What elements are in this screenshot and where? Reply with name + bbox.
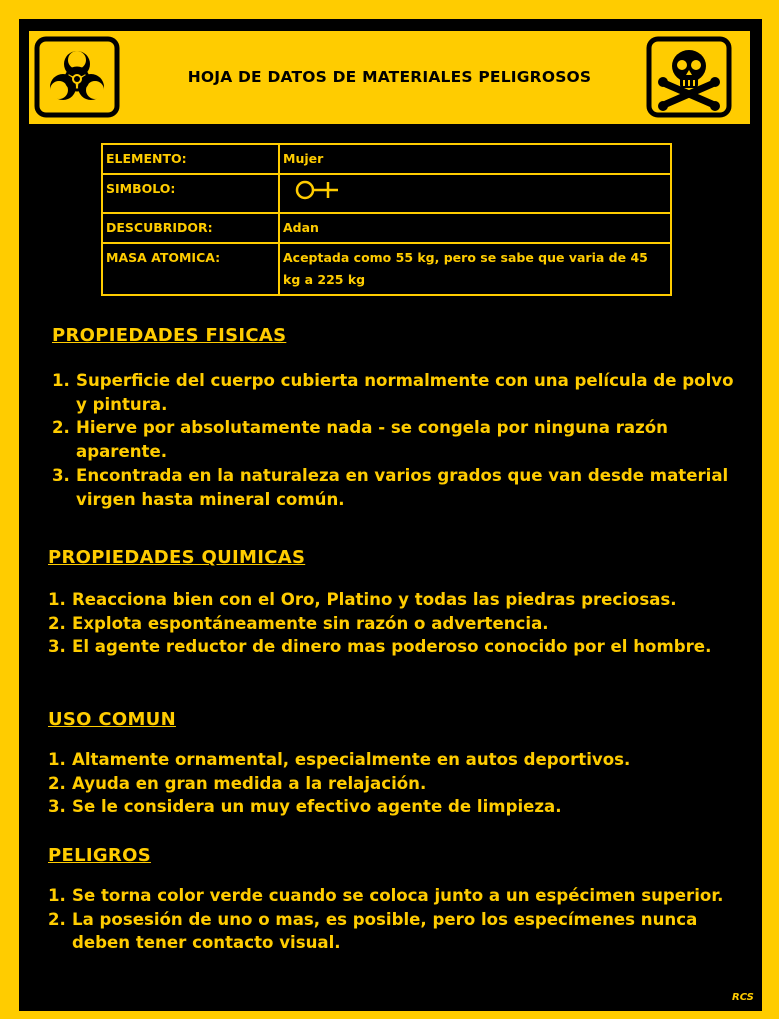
list-item-number: 3. (52, 465, 70, 485)
list-item-number: 1. (48, 886, 66, 905)
list-propiedades-fisicas (52, 369, 742, 511)
list-item (48, 772, 753, 796)
list-item-text: Explota espontáneamente sin razón o advertencia. (72, 613, 549, 633)
list-item-number: 1. (48, 590, 66, 609)
list-item (48, 795, 753, 819)
section-title-propiedades-fisicas: PROPIEDADES FISICAS (52, 325, 287, 346)
hazard-sheet (19, 19, 762, 1011)
table-row (102, 243, 671, 295)
section-title-propiedades-quimicas: PROPIEDADES QUIMICAS (48, 547, 306, 568)
list-peligros (48, 884, 760, 955)
list-item (48, 908, 760, 955)
list-item-text: Ayuda en gran medida a la relajación. (72, 773, 427, 793)
list-item-number: 1. (48, 750, 66, 769)
table-label: DESCUBRIDOR: (102, 213, 279, 243)
list-item-number: 1. (52, 371, 70, 390)
skull-crossbones-icon (646, 36, 732, 118)
female-symbol-icon (283, 178, 343, 202)
list-item-number: 2. (48, 613, 66, 633)
list-uso-comun (48, 748, 753, 819)
table-row (102, 213, 671, 243)
section-title-uso-comun: USO COMUN (48, 709, 176, 730)
list-item-number: 2. (48, 773, 66, 793)
list-item-text: Hierve por absolutamente nada - se congela por ninguna razón aparente. (76, 418, 668, 462)
list-item (52, 369, 742, 416)
list-item-number: 2. (52, 418, 70, 438)
table-row (102, 174, 671, 213)
list-item-number: 3. (48, 637, 66, 657)
list-item-text: Reacciona bien con el Oro, Platino y todas las piedras preciosas. (72, 590, 677, 609)
list-item-number: 3. (48, 797, 66, 817)
list-item (52, 464, 742, 511)
header-banner (29, 31, 750, 124)
list-item-text: Se le considera un muy efectivo agente de limpieza. (72, 797, 562, 817)
table-label: SIMBOLO: (102, 174, 279, 213)
list-item-text: Altamente ornamental, especialmente en autos deportivos. (72, 750, 631, 769)
section-title-peligros: PELIGROS (48, 845, 151, 866)
list-item (52, 416, 742, 463)
table-row (102, 144, 671, 174)
list-item-text: Se torna color verde cuando se coloca junto a un espécimen superior. (72, 886, 724, 905)
table-value: Mujer (279, 144, 671, 174)
page-title: HOJA DE DATOS DE MATERIALES PELIGROSOS (187, 68, 592, 86)
table-value: Aceptada como 55 kg, pero se sabe que varia de 45 kg a 225 kg (279, 243, 671, 295)
author-credit: RCS (732, 992, 754, 1003)
element-data-table (101, 143, 672, 296)
list-item-text: El agente reductor de dinero mas poderoso conocido por el hombre. (72, 637, 712, 657)
table-value: Adan (279, 213, 671, 243)
list-item (48, 588, 753, 612)
list-item (48, 748, 753, 772)
list-item (48, 612, 753, 636)
table-label: MASA ATOMICA: (102, 243, 279, 295)
list-item-text: Encontrada en la naturaleza en varios grados que van desde material virgen hasta mineral común. (76, 465, 729, 509)
table-value-symbol (279, 174, 671, 213)
list-item-text: La posesión de uno o mas, es posible, pero los especímenes nunca deben tener contacto visual. (72, 909, 698, 953)
list-item (48, 635, 753, 659)
table-label: ELEMENTO: (102, 144, 279, 174)
list-item (48, 884, 760, 908)
list-item-number: 2. (48, 909, 66, 929)
list-propiedades-quimicas (48, 588, 753, 659)
list-item-text: Superficie del cuerpo cubierta normalmente con una película de polvo y pintura. (76, 371, 734, 414)
